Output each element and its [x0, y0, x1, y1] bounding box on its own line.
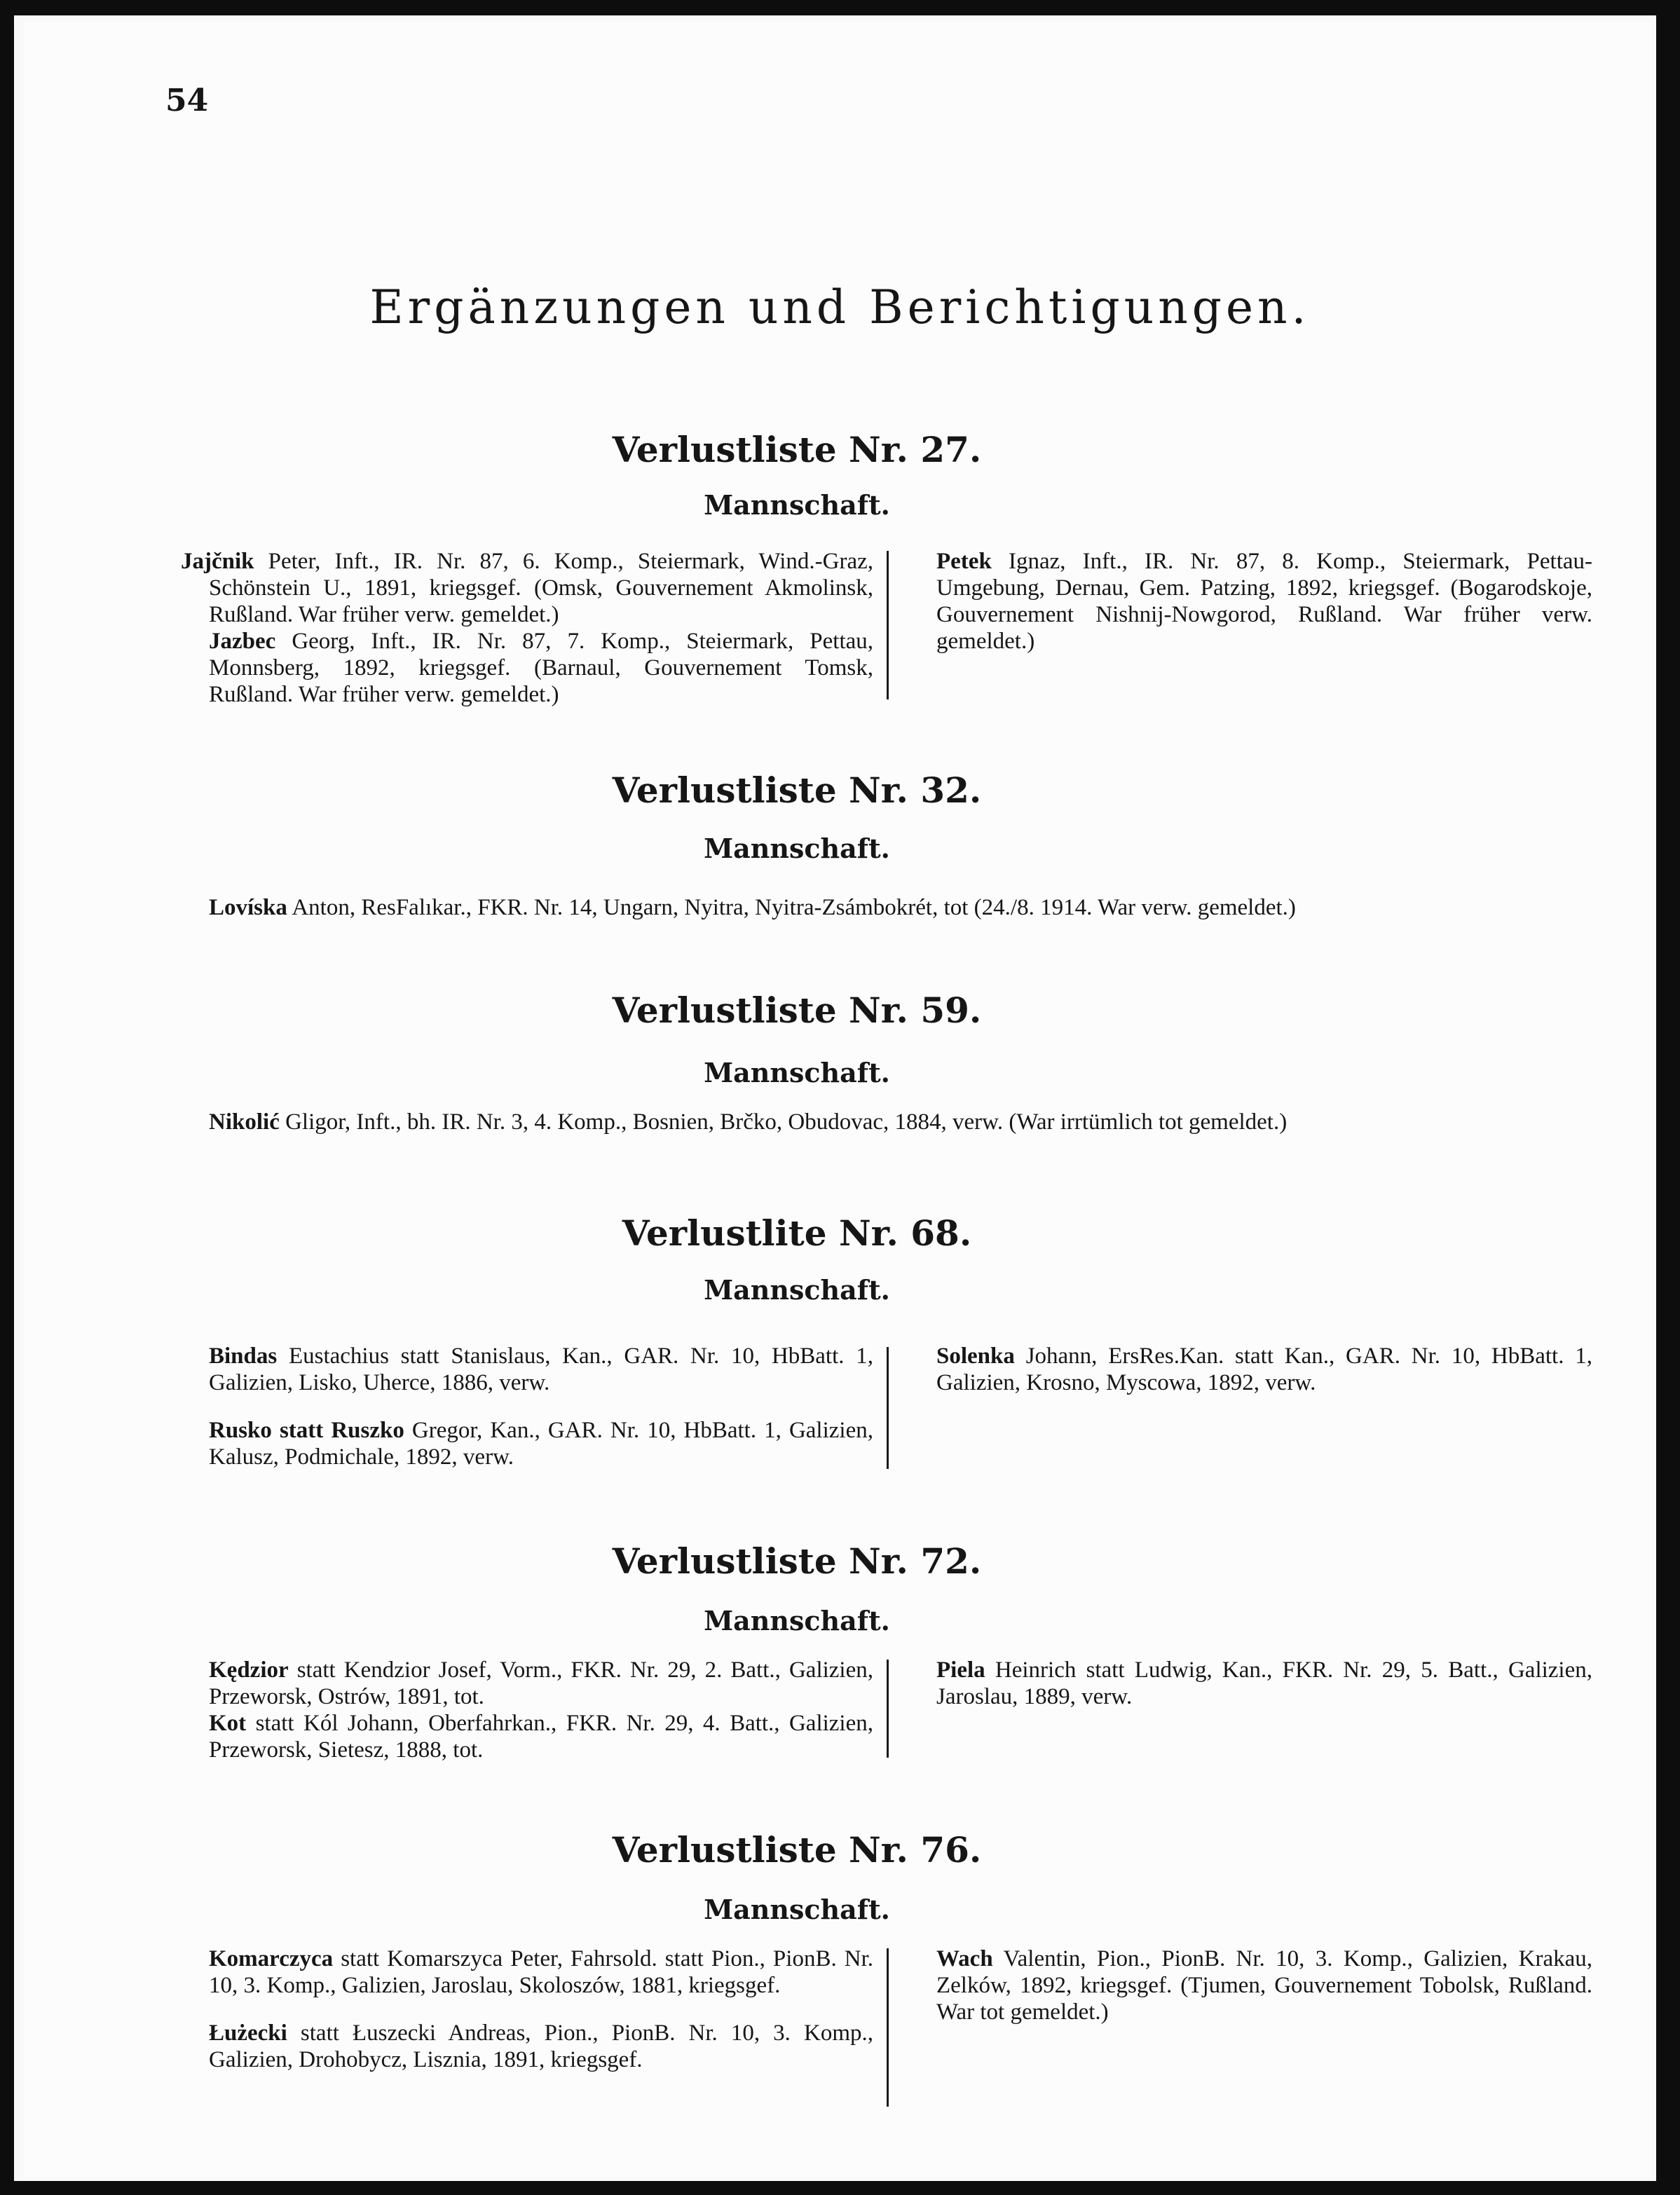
- list-entry: [181, 1343, 873, 1396]
- entry-text: statt Kól Johann, Oberfahrkan., FKR. Nr. 29, 4. Batt., Galizien, Przeworsk, Sietesz, 1888, tot.: [209, 1711, 873, 1763]
- entry-text: Heinrich statt Ludwig, Kan., FKR. Nr. 29, 5. Batt., Galizien, Jaroslau, 1889, verw.: [936, 1657, 1592, 1709]
- entry-name: Jajčnik: [181, 549, 254, 574]
- entry-text: Gligor, Inft., bh. IR. Nr. 3, 4. Komp., Bosnien, Brčko, Obudovac, 1884, verw. (War irrtümlich tot gemeldet.): [285, 1109, 1288, 1135]
- section-heading-72: Verlustliste Nr. 72.: [612, 1540, 982, 1582]
- section-27-right-column: [908, 548, 1592, 655]
- section-68-right-column: [908, 1343, 1592, 1396]
- section-subheading-68: Mannschaft.: [704, 1274, 890, 1306]
- section-subheading-59: Mannschaft.: [704, 1057, 890, 1088]
- entry-name: Solenka: [936, 1343, 1015, 1369]
- entry-text: statt Kendzior Josef, Vorm., FKR. Nr. 29, 2. Batt., Galizien, Przeworsk, Ostrów, 1891, tot.: [209, 1657, 874, 1709]
- entry-text: Peter, Inft., IR. Nr. 87, 6. Komp., Steiermark, Wind.-Graz, Schönstein U., 1891, kriegsgef. (Omsk, Gouvernement Akmolinsk, Rußland. War früher verw. gemeldet.): [209, 549, 873, 627]
- list-entry: [908, 1657, 1592, 1710]
- list-entry: [908, 1946, 1592, 2025]
- entry-text: statt Łuszecki Andreas, Pion., PionB. Nr. 10, 3. Komp., Galizien, Drohobycz, Lisznia, 1891, kriegsgef.: [209, 2020, 874, 2072]
- entry-text: Georg, Inft., IR. Nr. 87, 7. Komp., Steiermark, Pettau, Monnsberg, 1892, kriegsgef. (Barnaul, Gouvernement Tomsk, Rußland. War früher verw. gemeldet.): [209, 629, 874, 707]
- entry-text: Gregor, Kan., GAR. Nr. 10, HbBatt. 1, Galizien, Kalusz, Podmichale, 1892, verw.: [209, 1418, 873, 1470]
- section-59-column: [181, 1109, 1534, 1135]
- section-subheading-72: Mannschaft.: [704, 1605, 890, 1636]
- page-number: 54: [165, 83, 209, 118]
- section-68-left-column: [181, 1343, 873, 1470]
- section-76-left-column: [181, 1946, 873, 2073]
- entry-text: Valentin, Pion., PionB. Nr. 10, 3. Komp., Galizien, Krakau, Zelków, 1892, kriegsgef. (Tjumen, Gouvernement Tobolsk, Rußland. War tot gemeldet.): [936, 1946, 1592, 2025]
- entry-text: statt Komarszyca Peter, Fahrsold. statt Pion., PionB. Nr. 10, 3. Komp., Galizien, Jaroslau, Skoloszów, 1881, kriegsgef.: [209, 1946, 874, 1998]
- entry-text: Eustachius statt Stanislaus, Kan., GAR. Nr. 10, HbBatt. 1, Galizien, Lisko, Uherce, 1886, verw.: [209, 1343, 873, 1395]
- entry-name: Łużecki: [209, 2020, 287, 2046]
- entry-text: Ignaz, Inft., IR. Nr. 87, 8. Komp., Steiermark, Pettau-Umgebung, Dernau, Gem. Patzing, 1892, kriegsgef. (Bogarodskoje, Gouvernement Nishnij-Nowgorod, Rußland. War früher verw. gemeldet.): [936, 549, 1592, 654]
- section-32-column: [181, 894, 1534, 921]
- column-divider: [887, 1948, 889, 2107]
- list-entry: [181, 894, 1534, 921]
- section-subheading-32: Mannschaft.: [704, 833, 890, 864]
- entry-name: Lovíska: [209, 895, 287, 920]
- section-subheading-27: Mannschaft.: [704, 489, 890, 521]
- entry-name: Rusko statt Ruszko: [209, 1418, 404, 1443]
- section-27-left-column: [181, 548, 873, 708]
- section-heading-32: Verlustliste Nr. 32.: [612, 770, 982, 811]
- section-heading-76: Verlustliste Nr. 76.: [612, 1829, 982, 1871]
- list-entry: [181, 1109, 1534, 1135]
- entry-text: Johann, ErsRes.Kan. statt Kan., GAR. Nr. 10, HbBatt. 1, Galizien, Krosno, Myscowa, 1892, verw.: [936, 1343, 1593, 1395]
- section-heading-59: Verlustliste Nr. 59.: [612, 990, 982, 1031]
- list-entry: [181, 628, 873, 708]
- entry-name: Jazbec: [209, 629, 276, 654]
- list-entry: [181, 2020, 873, 2073]
- entry-name: Komarczyca: [209, 1946, 334, 1971]
- entry-name: Wach: [936, 1946, 993, 1971]
- section-subheading-76: Mannschaft.: [704, 1894, 890, 1925]
- entry-text: Anton, ResFalıkar., FKR. Nr. 14, Ungarn, Nyitra, Nyitra-Zsámbokrét, tot (24./8. 1914. War verw. gemeldet.): [292, 895, 1296, 920]
- column-divider: [887, 551, 889, 699]
- list-entry: [181, 1710, 873, 1763]
- entry-name: Kot: [209, 1711, 247, 1736]
- entry-name: Piela: [936, 1657, 985, 1683]
- list-entry: [908, 1343, 1592, 1396]
- list-entry: [181, 1946, 873, 1999]
- list-entry: [908, 548, 1592, 655]
- list-entry: [181, 1657, 873, 1710]
- section-heading-68: Verlustlite Nr. 68.: [622, 1212, 972, 1254]
- column-divider: [887, 1347, 889, 1469]
- column-divider: [887, 1660, 889, 1758]
- section-72-left-column: [181, 1657, 873, 1763]
- entry-name: Bindas: [209, 1343, 278, 1369]
- entry-name: Nikolić: [209, 1109, 280, 1135]
- list-entry: [181, 1417, 873, 1470]
- page-title: Ergänzungen und Berichtigungen.: [369, 280, 1311, 334]
- entry-name: Kędzior: [209, 1657, 289, 1683]
- section-72-right-column: [908, 1657, 1592, 1710]
- entry-name: Petek: [936, 549, 992, 574]
- section-76-right-column: [908, 1946, 1592, 2025]
- section-heading-27: Verlustliste Nr. 27.: [612, 429, 982, 470]
- list-entry: [181, 548, 873, 628]
